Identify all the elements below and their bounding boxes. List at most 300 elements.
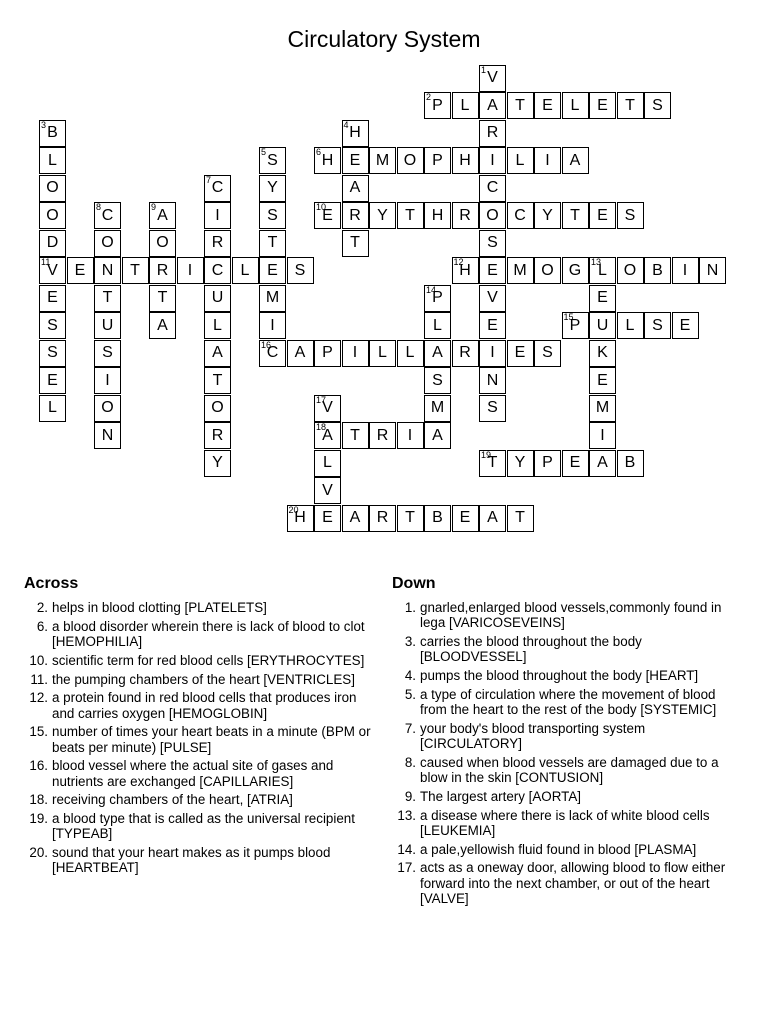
grid-cell[interactable]	[204, 230, 231, 257]
grid-cell[interactable]	[369, 202, 396, 229]
grid-cell[interactable]	[424, 505, 451, 532]
cell-letter: M	[430, 399, 445, 416]
grid-cell[interactable]	[94, 367, 121, 394]
cell-letter: A	[487, 96, 498, 114]
grid-cell[interactable]	[287, 505, 314, 532]
cell-letter: E	[597, 96, 608, 114]
cell-letter: T	[515, 96, 525, 114]
grid-cell[interactable]	[149, 230, 176, 257]
grid-cell[interactable]	[507, 257, 534, 284]
grid-cell[interactable]	[314, 395, 341, 422]
cell-letter: T	[157, 289, 168, 306]
grid-cell[interactable]	[479, 202, 506, 229]
grid-cell[interactable]	[424, 395, 451, 422]
cell-letter: L	[405, 344, 415, 361]
cell-letter: A	[487, 509, 498, 526]
grid-cell[interactable]	[479, 340, 506, 367]
grid-cell[interactable]	[589, 395, 616, 422]
cell-letter: V	[322, 481, 333, 499]
grid-cell[interactable]	[589, 367, 616, 394]
grid-cell[interactable]	[94, 257, 121, 284]
cell-letter: M	[375, 151, 390, 169]
cell-letter: E	[487, 261, 498, 279]
grid-cell[interactable]	[259, 202, 286, 229]
grid-cell[interactable]	[534, 257, 561, 284]
cell-letter: E	[597, 206, 608, 224]
cell-letter: C	[266, 344, 279, 361]
clue-item	[392, 634, 742, 664]
grid-cell[interactable]	[94, 285, 121, 312]
cell-letter: D	[46, 234, 59, 251]
grid-cell[interactable]	[507, 340, 534, 367]
grid-cell[interactable]	[479, 450, 506, 477]
clue-item-number: 10.	[29, 652, 48, 668]
cell-letter: I	[600, 426, 605, 444]
clue-item	[392, 755, 742, 785]
grid-cell[interactable]	[39, 395, 66, 422]
grid-cell[interactable]	[617, 202, 644, 229]
grid-cell[interactable]	[452, 202, 479, 229]
grid-cell[interactable]	[39, 230, 66, 257]
cell-letter: E	[597, 371, 608, 389]
grid-cell[interactable]	[479, 367, 506, 394]
cell-letter: S	[294, 261, 306, 279]
grid-cell[interactable]	[507, 92, 534, 119]
grid-cell[interactable]	[452, 92, 479, 119]
cell-letter: A	[157, 206, 168, 224]
grid-cell[interactable]	[507, 505, 534, 532]
clue-number: 19	[481, 449, 492, 460]
grid-cell[interactable]	[479, 285, 506, 312]
grid-cell[interactable]	[397, 202, 424, 229]
grid-cell[interactable]	[617, 312, 644, 339]
across-clue-list	[24, 600, 374, 876]
grid-cell[interactable]	[204, 395, 231, 422]
grid-cell[interactable]	[149, 285, 176, 312]
cell-letter: B	[624, 454, 636, 471]
grid-cell[interactable]	[589, 92, 616, 119]
cell-letter: Y	[267, 179, 278, 196]
cell-letter: P	[432, 289, 443, 306]
grid-cell[interactable]	[342, 147, 369, 174]
grid-cell[interactable]	[39, 120, 66, 147]
cell-letter: P	[432, 151, 443, 169]
clue-item	[392, 668, 742, 683]
cell-letter: R	[211, 234, 224, 251]
grid-cell[interactable]	[39, 202, 66, 229]
grid-cell[interactable]	[397, 505, 424, 532]
cell-letter: O	[156, 234, 169, 251]
cell-letter: C	[211, 179, 224, 196]
grid-cell[interactable]	[452, 257, 479, 284]
grid-cell[interactable]	[259, 175, 286, 202]
clue-item-text: sound that your heart makes as it pumps blood [HEARTBEAT]	[52, 845, 331, 876]
grid-cell[interactable]	[479, 175, 506, 202]
cell-letter: N	[101, 426, 114, 444]
grid-cell[interactable]	[589, 202, 616, 229]
clue-item-text: scientific term for red blood cells [ERYTHROCYTES]	[52, 652, 365, 668]
grid-cell[interactable]	[562, 450, 589, 477]
grid-cell[interactable]	[424, 312, 451, 339]
cell-letter: M	[595, 399, 610, 416]
clue-item	[392, 808, 742, 838]
cell-letter: B	[652, 261, 663, 279]
grid-cell[interactable]	[204, 422, 231, 449]
grid-cell[interactable]	[479, 505, 506, 532]
clue-number: 1	[481, 64, 487, 75]
clue-number: 13	[591, 257, 602, 267]
grid-cell[interactable]	[424, 147, 451, 174]
grid-cell[interactable]	[342, 175, 369, 202]
clue-item-number: 17.	[397, 860, 416, 876]
clue-number: 9	[151, 202, 157, 212]
clue-item	[24, 758, 374, 788]
cell-letter: I	[490, 344, 495, 361]
clue-number: 3	[41, 119, 47, 130]
grid-cell[interactable]	[424, 367, 451, 394]
cell-letter: A	[294, 344, 306, 361]
grid-cell[interactable]	[507, 450, 534, 477]
grid-cell[interactable]	[259, 230, 286, 257]
cell-letter: I	[105, 371, 110, 389]
grid-cell[interactable]	[39, 312, 66, 339]
clue-item-number: 19.	[29, 811, 48, 827]
grid-cell[interactable]	[39, 147, 66, 174]
grid-cell[interactable]	[534, 92, 561, 119]
cell-letter: L	[48, 151, 57, 169]
grid-cell[interactable]	[424, 285, 451, 312]
grid-cell[interactable]	[204, 367, 231, 394]
grid-cell[interactable]	[397, 422, 424, 449]
cell-letter: E	[569, 454, 581, 471]
clue-item	[24, 653, 374, 668]
grid-cell[interactable]	[314, 202, 341, 229]
cell-letter: H	[459, 261, 471, 279]
cell-letter: S	[652, 316, 663, 334]
grid-cell[interactable]	[507, 202, 534, 229]
grid-cell[interactable]	[94, 230, 121, 257]
grid-cell[interactable]	[177, 257, 204, 284]
cell-letter: S	[102, 344, 113, 361]
cell-letter: O	[46, 206, 59, 224]
clue-item-text: The largest artery [AORTA]	[420, 788, 581, 804]
grid-cell[interactable]	[204, 340, 231, 367]
grid-cell[interactable]	[589, 285, 616, 312]
grid-cell[interactable]	[452, 340, 479, 367]
grid-cell[interactable]	[589, 340, 616, 367]
cell-letter: A	[349, 509, 361, 526]
cell-letter: Y	[377, 206, 388, 224]
cell-letter: I	[352, 344, 358, 361]
clue-number: 2	[426, 92, 432, 102]
cell-letter: E	[542, 96, 553, 114]
grid-cell[interactable]	[479, 230, 506, 257]
cell-letter: C	[514, 206, 526, 224]
clue-item	[392, 842, 742, 857]
cell-letter: L	[598, 261, 607, 279]
grid-cell[interactable]	[644, 92, 671, 119]
cell-letter: H	[294, 509, 306, 526]
cell-letter: O	[46, 179, 59, 196]
clue-item-text: gnarled,enlarged blood vessels,commonly found in lega [VARICOSEVEINS]	[420, 600, 722, 631]
clue-number: 6	[316, 147, 322, 157]
grid-cell[interactable]	[204, 285, 231, 312]
grid-cell[interactable]	[204, 202, 231, 229]
grid-cell[interactable]	[562, 202, 589, 229]
cell-letter: L	[213, 316, 222, 334]
clue-item	[24, 845, 374, 875]
clue-item-number: 6.	[36, 618, 48, 634]
grid-cell[interactable]	[424, 202, 451, 229]
grid-cell[interactable]	[369, 505, 396, 532]
clue-item-text: number of times your heart beats in a minute (BPM or beats per minute) [PULSE]	[52, 724, 371, 755]
cell-letter: P	[432, 96, 443, 114]
grid-cell[interactable]	[479, 395, 506, 422]
clue-item-text: a pale,yellowish fluid found in blood [PLASMA]	[420, 841, 697, 857]
cell-letter: R	[376, 509, 389, 526]
grid-cell[interactable]	[204, 175, 231, 202]
grid-cell[interactable]	[314, 422, 341, 449]
grid-cell[interactable]	[672, 312, 699, 339]
clue-item-number: 3.	[404, 634, 416, 649]
grid-cell[interactable]	[149, 257, 176, 284]
grid-cell[interactable]	[699, 257, 726, 284]
cell-letter: E	[514, 344, 526, 361]
clue-item-text: a blood type that is called as the universal recipient [TYPEAB]	[52, 811, 355, 842]
grid-cell[interactable]	[314, 147, 341, 174]
clue-item-text: a disease where there is lack of white blood cells [LEUKEMIA]	[420, 807, 710, 838]
grid-cell[interactable]	[562, 147, 589, 174]
cell-letter: T	[625, 96, 635, 114]
grid-cell[interactable]	[342, 230, 369, 257]
clue-item-number: 8.	[404, 754, 416, 770]
clue-number: 20	[288, 504, 299, 515]
grid-cell[interactable]	[94, 312, 121, 339]
grid-cell[interactable]	[314, 477, 341, 504]
grid-cell[interactable]	[259, 285, 286, 312]
grid-cell[interactable]	[452, 505, 479, 532]
grid-cell[interactable]	[39, 367, 66, 394]
grid-cell[interactable]	[397, 147, 424, 174]
grid-cell[interactable]	[259, 340, 286, 367]
grid-cell[interactable]	[259, 257, 286, 284]
cell-letter: E	[322, 509, 333, 526]
cell-letter: I	[490, 151, 495, 169]
grid-cell[interactable]	[204, 312, 231, 339]
cell-letter: E	[679, 316, 691, 334]
grid-cell[interactable]	[534, 450, 561, 477]
clue-item-number: 18.	[29, 792, 48, 808]
cell-letter: I	[215, 206, 220, 224]
grid-cell[interactable]	[232, 257, 259, 284]
grid-cell[interactable]	[369, 340, 396, 367]
cell-letter: I	[682, 261, 688, 279]
clue-item-text: caused when blood vessels are damaged due to a blow in the skin [CONTUSION]	[420, 754, 719, 785]
clue-item-text: a blood disorder wherein there is lack of blood to clot [HEMOPHILIA]	[52, 618, 365, 649]
grid-cell[interactable]	[479, 120, 506, 147]
grid-cell[interactable]	[562, 257, 589, 284]
grid-cell[interactable]	[534, 340, 561, 367]
grid-cell[interactable]	[259, 147, 286, 174]
cell-letter: P	[542, 454, 553, 471]
clue-item-number: 11.	[30, 671, 48, 687]
cell-letter: O	[211, 399, 224, 416]
clue-item-number: 1.	[404, 600, 416, 615]
clue-item	[392, 600, 742, 630]
grid-cell[interactable]	[369, 422, 396, 449]
clue-item-number: 5.	[404, 686, 416, 702]
grid-cell[interactable]	[424, 92, 451, 119]
cell-letter: R	[211, 426, 224, 444]
grid-cell[interactable]	[672, 257, 699, 284]
grid-cell[interactable]	[39, 285, 66, 312]
cell-letter: I	[407, 426, 413, 444]
grid-cell[interactable]	[149, 312, 176, 339]
cell-letter: O	[403, 151, 417, 169]
cell-letter: H	[349, 124, 361, 141]
cell-letter: V	[322, 399, 333, 416]
cell-letter: L	[323, 454, 332, 471]
cell-letter: E	[487, 316, 498, 334]
clue-item-text: blood vessel where the actual site of gases and nutrients are exchanged [CAPILLARIES]	[52, 758, 334, 789]
cell-letter: U	[101, 316, 114, 334]
clue-number: 5	[261, 147, 267, 157]
cell-letter: P	[569, 316, 581, 334]
clue-item	[392, 721, 742, 751]
grid-cell[interactable]	[204, 450, 231, 477]
clue-item-number: 14.	[397, 841, 416, 857]
grid-cell[interactable]	[342, 505, 369, 532]
grid-cell[interactable]	[342, 340, 369, 367]
clue-item-text: a type of circulation where the movement of blood from the heart to the rest of the body [SYSTEMIC]	[420, 686, 717, 717]
grid-cell[interactable]	[342, 422, 369, 449]
grid-cell[interactable]	[94, 422, 121, 449]
grid-cell[interactable]	[479, 92, 506, 119]
grid-cell[interactable]	[397, 340, 424, 367]
cell-letter: T	[515, 509, 525, 526]
cell-letter: E	[597, 289, 608, 306]
grid-cell[interactable]	[479, 257, 506, 284]
grid-cell[interactable]	[617, 257, 644, 284]
cell-letter: L	[570, 96, 580, 114]
grid-cell[interactable]	[534, 202, 561, 229]
grid-cell[interactable]	[94, 395, 121, 422]
grid-cell[interactable]	[314, 340, 341, 367]
grid-cell[interactable]	[259, 312, 286, 339]
grid-cell[interactable]	[424, 422, 451, 449]
cell-letter: T	[487, 454, 498, 471]
grid-cell[interactable]	[67, 257, 94, 284]
across-heading: Across	[24, 575, 79, 592]
cell-letter: H	[459, 151, 471, 169]
clue-item-number: 9.	[404, 788, 416, 804]
cell-letter: S	[487, 234, 498, 251]
grid-cell[interactable]	[644, 312, 671, 339]
grid-cell[interactable]	[507, 147, 534, 174]
cell-letter: A	[432, 344, 443, 361]
grid-cell[interactable]	[562, 312, 589, 339]
down-clues	[392, 574, 742, 910]
grid-cell[interactable]	[94, 202, 121, 229]
grid-cell[interactable]	[39, 175, 66, 202]
grid-cell[interactable]	[589, 450, 616, 477]
clue-number: 11	[41, 257, 51, 267]
grid-cell[interactable]	[562, 92, 589, 119]
down-clue-list	[392, 600, 742, 906]
grid-cell[interactable]	[617, 450, 644, 477]
grid-cell[interactable]	[287, 257, 314, 284]
clue-item-text: the pumping chambers of the heart [VENTRICLES]	[52, 671, 355, 687]
grid-cell[interactable]	[314, 505, 341, 532]
clue-item	[392, 860, 742, 906]
grid-cell[interactable]	[342, 202, 369, 229]
clue-item-number: 2.	[36, 600, 48, 615]
grid-cell[interactable]	[589, 312, 616, 339]
clue-item-text: acts as a oneway door, allowing blood to flow either forward into the next chamber, or out of the heart [VALVE]	[420, 860, 726, 906]
cell-letter: C	[486, 179, 499, 196]
cell-letter: R	[459, 344, 471, 361]
grid-cell[interactable]	[479, 65, 506, 92]
cell-letter: A	[597, 454, 608, 471]
grid-cell[interactable]	[534, 147, 561, 174]
clue-item-text: pumps the blood throughout the body [HEART]	[420, 668, 699, 683]
down-heading: Down	[392, 575, 436, 592]
cell-letter: S	[487, 399, 498, 416]
grid-cell[interactable]	[204, 257, 231, 284]
page-title: Circulatory System	[287, 26, 481, 52]
clue-number: 16	[261, 339, 272, 350]
grid-cell[interactable]	[39, 257, 66, 284]
grid-cell[interactable]	[589, 422, 616, 449]
grid-cell[interactable]	[452, 147, 479, 174]
clue-item	[24, 792, 374, 807]
cell-letter: C	[101, 206, 114, 224]
cell-letter: U	[211, 289, 224, 306]
grid-cell[interactable]	[314, 450, 341, 477]
clue-number: 4	[343, 119, 349, 130]
grid-cell[interactable]	[287, 340, 314, 367]
grid-cell[interactable]	[589, 257, 616, 284]
grid-cell[interactable]	[617, 92, 644, 119]
cell-letter: T	[212, 371, 223, 389]
grid-cell[interactable]	[424, 340, 451, 367]
clue-item-number: 7.	[404, 720, 416, 736]
cell-letter: U	[596, 316, 609, 334]
grid-cell[interactable]	[122, 257, 149, 284]
grid-cell[interactable]	[369, 147, 396, 174]
clue-item-number: 20.	[29, 845, 48, 861]
cell-letter: T	[267, 234, 278, 251]
cell-letter: R	[156, 261, 169, 279]
clue-number: 8	[96, 202, 102, 212]
clue-number: 17	[316, 394, 327, 405]
cell-letter: L	[48, 399, 57, 416]
grid-cell[interactable]	[479, 312, 506, 339]
clue-number: 14	[426, 284, 437, 295]
grid-cell[interactable]	[149, 202, 176, 229]
grid-cell[interactable]	[94, 340, 121, 367]
cell-letter: L	[433, 316, 442, 334]
cell-letter: N	[101, 261, 114, 279]
clue-item-number: 16.	[29, 758, 48, 774]
cell-letter: A	[212, 344, 223, 361]
cell-letter: E	[267, 261, 278, 279]
cell-letter: B	[432, 509, 443, 526]
grid-cell[interactable]	[342, 120, 369, 147]
grid-cell[interactable]	[644, 257, 671, 284]
grid-cell[interactable]	[479, 147, 506, 174]
grid-cell[interactable]	[39, 340, 66, 367]
